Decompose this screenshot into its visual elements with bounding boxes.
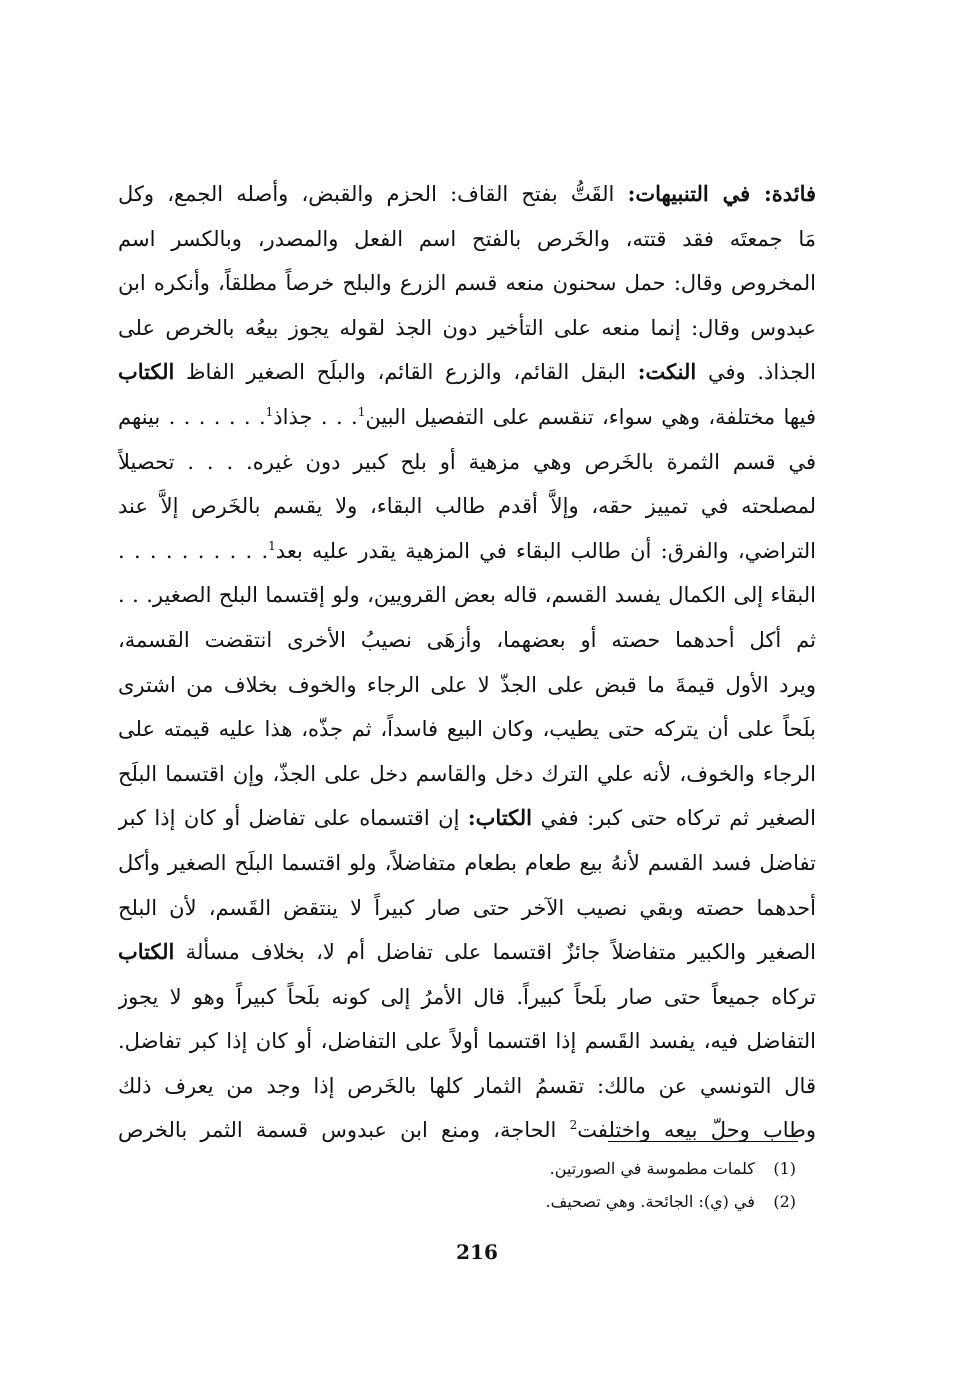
text-segment: التفاضل فيه، يفسد القَسم إذا اقتسما أولاً على التفاضل، أو كان إذا كبر تفاضل. [118,1029,816,1054]
bold-term: فائدة: في التنبيهات: [627,181,816,206]
footnote-number: (1) [773,1159,796,1178]
text-line [118,752,816,797]
text-line [118,930,816,975]
text-line [118,395,816,440]
text-line [118,484,816,529]
text-segment: وطاب وحلّ بيعه واختلفت [577,1118,816,1143]
bold-term: الكتاب [118,359,175,385]
bold-term: الكتاب: [467,805,532,831]
text-line [118,172,816,217]
footnote-text: في (ي): الجائحة. وهي تصحيف. [545,1192,755,1211]
text-segment: بلَحاً على أن يتركه حتى يطيب، وكان البيع فاسداً، ثم جذّه، هذا عليه قيمته على [118,717,816,742]
text-segment: في قسم الثمرة بالخَرص وهي مزهية أو بلح كبير دون غيره. . . . تحصيلاً [118,449,816,474]
text-line [118,796,816,841]
text-segment: الرجاء والخوف، لأنه علي الترك دخل والقاسم دخل على الجذّ، وإن اقتسما البلَح [118,761,816,786]
footnote-text: كلمات مطموسة في الصورتين. [549,1159,755,1178]
text-segment: عبدوس وقال: إنما منعه على التأخير دون الجذ لقوله يجوز بيعُه بالخرص على [118,315,816,340]
text-segment: البقل القائم، والزرع القائم، والبلَح الصغير الفاظ [174,360,638,385]
text-segment: . . . جذاذ [273,404,358,429]
footnote-1 [546,1152,796,1185]
footnote-ref: 1 [268,538,276,553]
text-line [118,440,816,485]
text-segment: مَا جمعتَه فقد قتته، والخَرص بالفتح اسم الفعل والمصدر، وبالكسر اسم [118,226,816,251]
text-line [118,217,816,262]
text-line [118,306,816,351]
text-segment: المخروص وقال: حمل سحنون منعه قسم الزرع والبلح خرصاً مطلقاً، وأنكره ابن [118,271,816,296]
text-line [118,1108,816,1153]
text-segment: ويرد الأول قيمةَ ما قبض على الجذّ لا على الرجاء والخوف بخلاف من اشترى [118,672,816,697]
page-number: 216 [456,1240,498,1264]
text-segment: القَتُّ بفتح القاف: الحزم والقبض، وأصله الجمع، وكل [118,182,628,206]
main-text [118,172,816,1153]
text-segment: لمصلحته في تمييز حقه، وإلاَّ أقدم طالب البقاء، ولا يقسم بالخَرص إلاَّ عند [118,494,816,519]
text-segment: تركاه جميعاً حتى صار بلَحاً كبيراً. قال الأمرُ إلى كونه بلَحاً كبيراً وهو لا يجوز [118,984,816,1009]
text-line [118,350,816,395]
bold-term: النكت: [637,359,697,385]
text-segment: . . . . . . . بينهم [118,404,266,429]
text-line [118,886,816,931]
footnote-ref: 1 [357,404,366,419]
text-segment: إن اقتسماه على تفاضل أو كان إذا كبر [118,806,468,831]
text-segment: ثم أكل أحدهما حصته أو بعضهما، وأزهَى نصيبُ الأخرى انتقضت القسمة، [118,627,816,652]
text-line [118,707,816,752]
text-segment: الحاجة، ومنع ابن عبدوس قسمة الثمر بالخرص [118,1118,570,1143]
text-segment: فيها مختلفة، وهي سواء، تنقسم على التفصيل البين [365,404,816,429]
text-line [118,261,816,306]
text-line [118,975,816,1020]
text-line [118,618,816,663]
text-line [118,1019,816,1064]
text-line [118,663,816,708]
text-segment: البقاء إلى الكمال يفسد القسم، قاله بعض القرويين، ولو إقتسما البلح الصغير. . . [118,583,816,608]
footnote-2 [546,1185,796,1218]
text-segment: الجذاذ. وفي [696,360,816,385]
text-segment: قال التونسي عن مالك: تقسمُ الثمار كلها بالخَرص إذا وجد من يعرف ذلك [118,1073,816,1098]
text-line [118,573,816,618]
footnote-ref: 1 [265,404,274,419]
text-segment: . . . . . . . . . . [118,538,269,563]
footnote-ref: 2 [569,1118,578,1133]
text-segment: أحدهما حصته وبقي نصيب الآخر حتى صار كبيراً لا ينتقض القَسم، لأن البلح [118,895,816,920]
text-segment: التراضي، والفرق: أن طالب البقاء في المزهية يقدر عليه بعد [275,538,816,563]
footnote-number: (2) [773,1192,796,1211]
text-segment: تفاضل فسد القسم لأنهُ بيع طعام بطعام متفاضلاً، ولو اقتسما البلَح الصغير وأكل [118,850,816,875]
text-line [118,841,816,886]
text-segment: الصغير والكبير متفاضلاً جائزٌ اقتسما على تفاضل أم لا، بخلاف مسألة [174,940,816,965]
footnote-separator [608,1141,798,1142]
text-segment: الصغير ثم تركاه حتى كبر: ففي [532,806,816,831]
text-line [118,529,816,574]
footnotes [546,1152,796,1218]
bold-term: الكتاب [118,939,175,965]
text-line [118,1064,816,1109]
